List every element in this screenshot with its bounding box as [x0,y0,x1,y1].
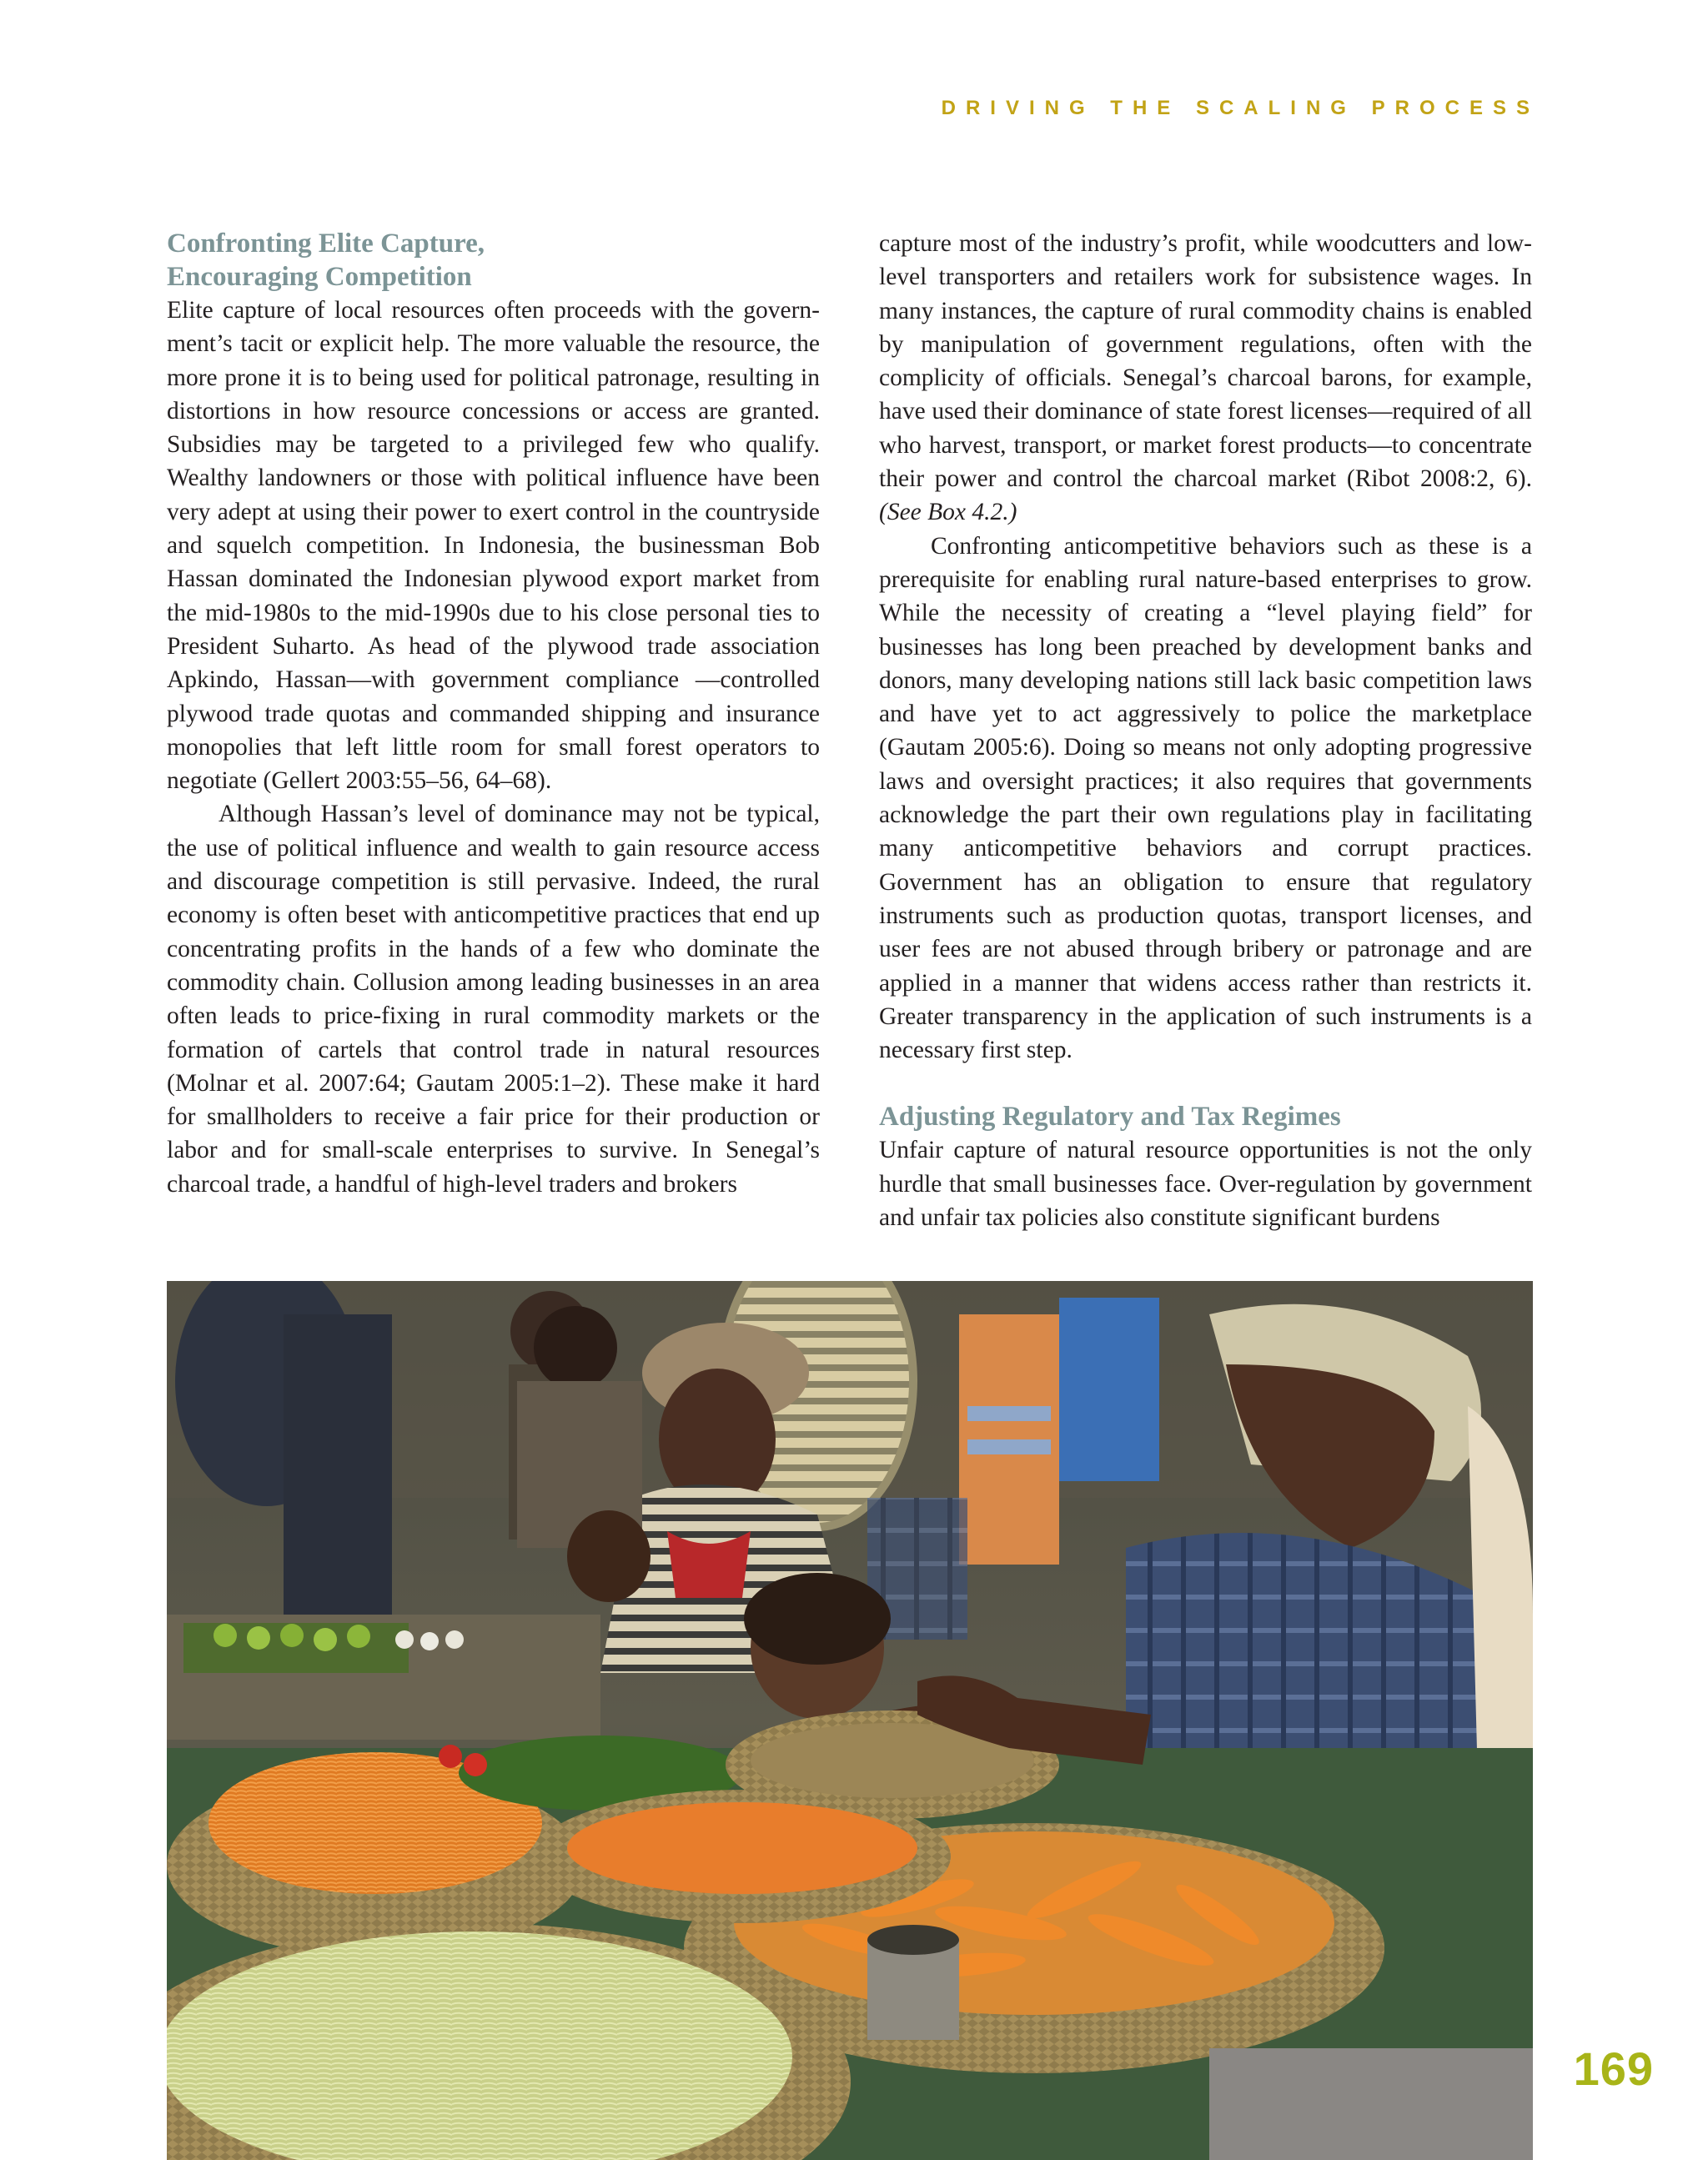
body-text: capture most of the industry’s profit, while woodcutters and low-level transporters and retailers work for subsistence wages. In many instances, the capture of rural commodity chains is enabled by manipulation of government regulations, often with the complicity of officials. Senegal’s charcoal barons, for example, have used their dominance of state forest licenses—required of all who harvest, transport, or market forest products—to concentrate their power and control the charcoal market (Ribot 2008:2, 6). [879,230,1532,493]
left-column [167,227,820,1201]
market-photo [167,1281,1533,2160]
body-paragraph: Unfair capture of natural resource opportunities is not the only hurdle that small businesses face. Over-regulation by government and unfair tax policies also constitute significant burdens [879,1137,1532,1232]
right-column [879,227,1532,1234]
section-heading-regulatory-tax: Adjusting Regulatory and Tax Regimes [879,1102,1341,1133]
body-paragraph: Elite capture of local resources often proceeds with the government’s tacit or explicit help. The more valuable the resource, the more prone it is to being used for political patronage, resulting in distortions in how resource concessions or access are granted. Subsidies may be targeted to a privileged few who qualify. Wealthy landowners or those with political influence have been very adept at using their power to exert control in the countryside and squelch competition. In Indonesia, the businessman Bob Hassan dominated the Indonesian plywood export market from the mid-1980s to the mid-1990s due to his close personal ties to President Suharto. As head of the plywood trade association Apkindo, Hassan—with government compliance —controlled plywood trade quotas and commanded shipping and insurance monopolies that left little room for small forest operators to negotiate (Gellert 2003:55–56, 64–68). [167,297,820,795]
body-paragraph [879,227,1532,530]
section-heading-line-1: Confronting Elite Capture, [167,229,485,259]
section-heading-line-2: Encouraging Competition [167,262,472,292]
page-number: 169 [1573,2042,1654,2095]
box-cross-reference: (See Box 4.2.) [879,499,1017,526]
section-heading-elite-capture [167,227,820,294]
body-paragraph: Confronting anticompetitive behaviors such as these is a prerequisite for enabling rural nature-based enterprises to grow. While the necessity of creating a “level playing field” for businesses has long been preached by development banks and donors, many developing nations still lack basic competition laws and have yet to act aggressively to police the marketplace (Gautam 2005:6). Doing so means not only adopting progressive laws and oversight practices; it also requires that governments acknowledge the part their own regulations play in facilitating many anticompetitive behaviors and corrupt practices. Government has an obligation to ensure that regulatory instruments such as production quotas, transport licenses, and user fees are not abused through bribery or patronage and are applied in a manner that widens access rather than restricts it. Greater transparency in the application of such instruments is a necessary first step. [879,532,1532,1064]
market-photo-illustration [167,1281,1533,2160]
body-paragraph: Although Hassan’s level of dominance may not be typical, the use of political influence and wealth to gain resource access and discourage competition is still pervasive. Indeed, the rural economy is often beset with anticompetitive practices that end up concentrating profits in the hands of a few who dominate the commodity chain. Collusion among leading businesses in an area often leads to price-fixing in rural commodity markets or the formation of cartels that control trade in natural resources (Molnar et al. 2007:64; Gautam 2005:1–2). These make it hard for smallholders to receive a fair price for their production or labor and for small-scale enterprises to survive. In Senegal’s charcoal trade, a handful of high-level traders and brokers [167,801,820,1198]
running-head: DRIVING THE SCALING PROCESS [941,97,1540,119]
